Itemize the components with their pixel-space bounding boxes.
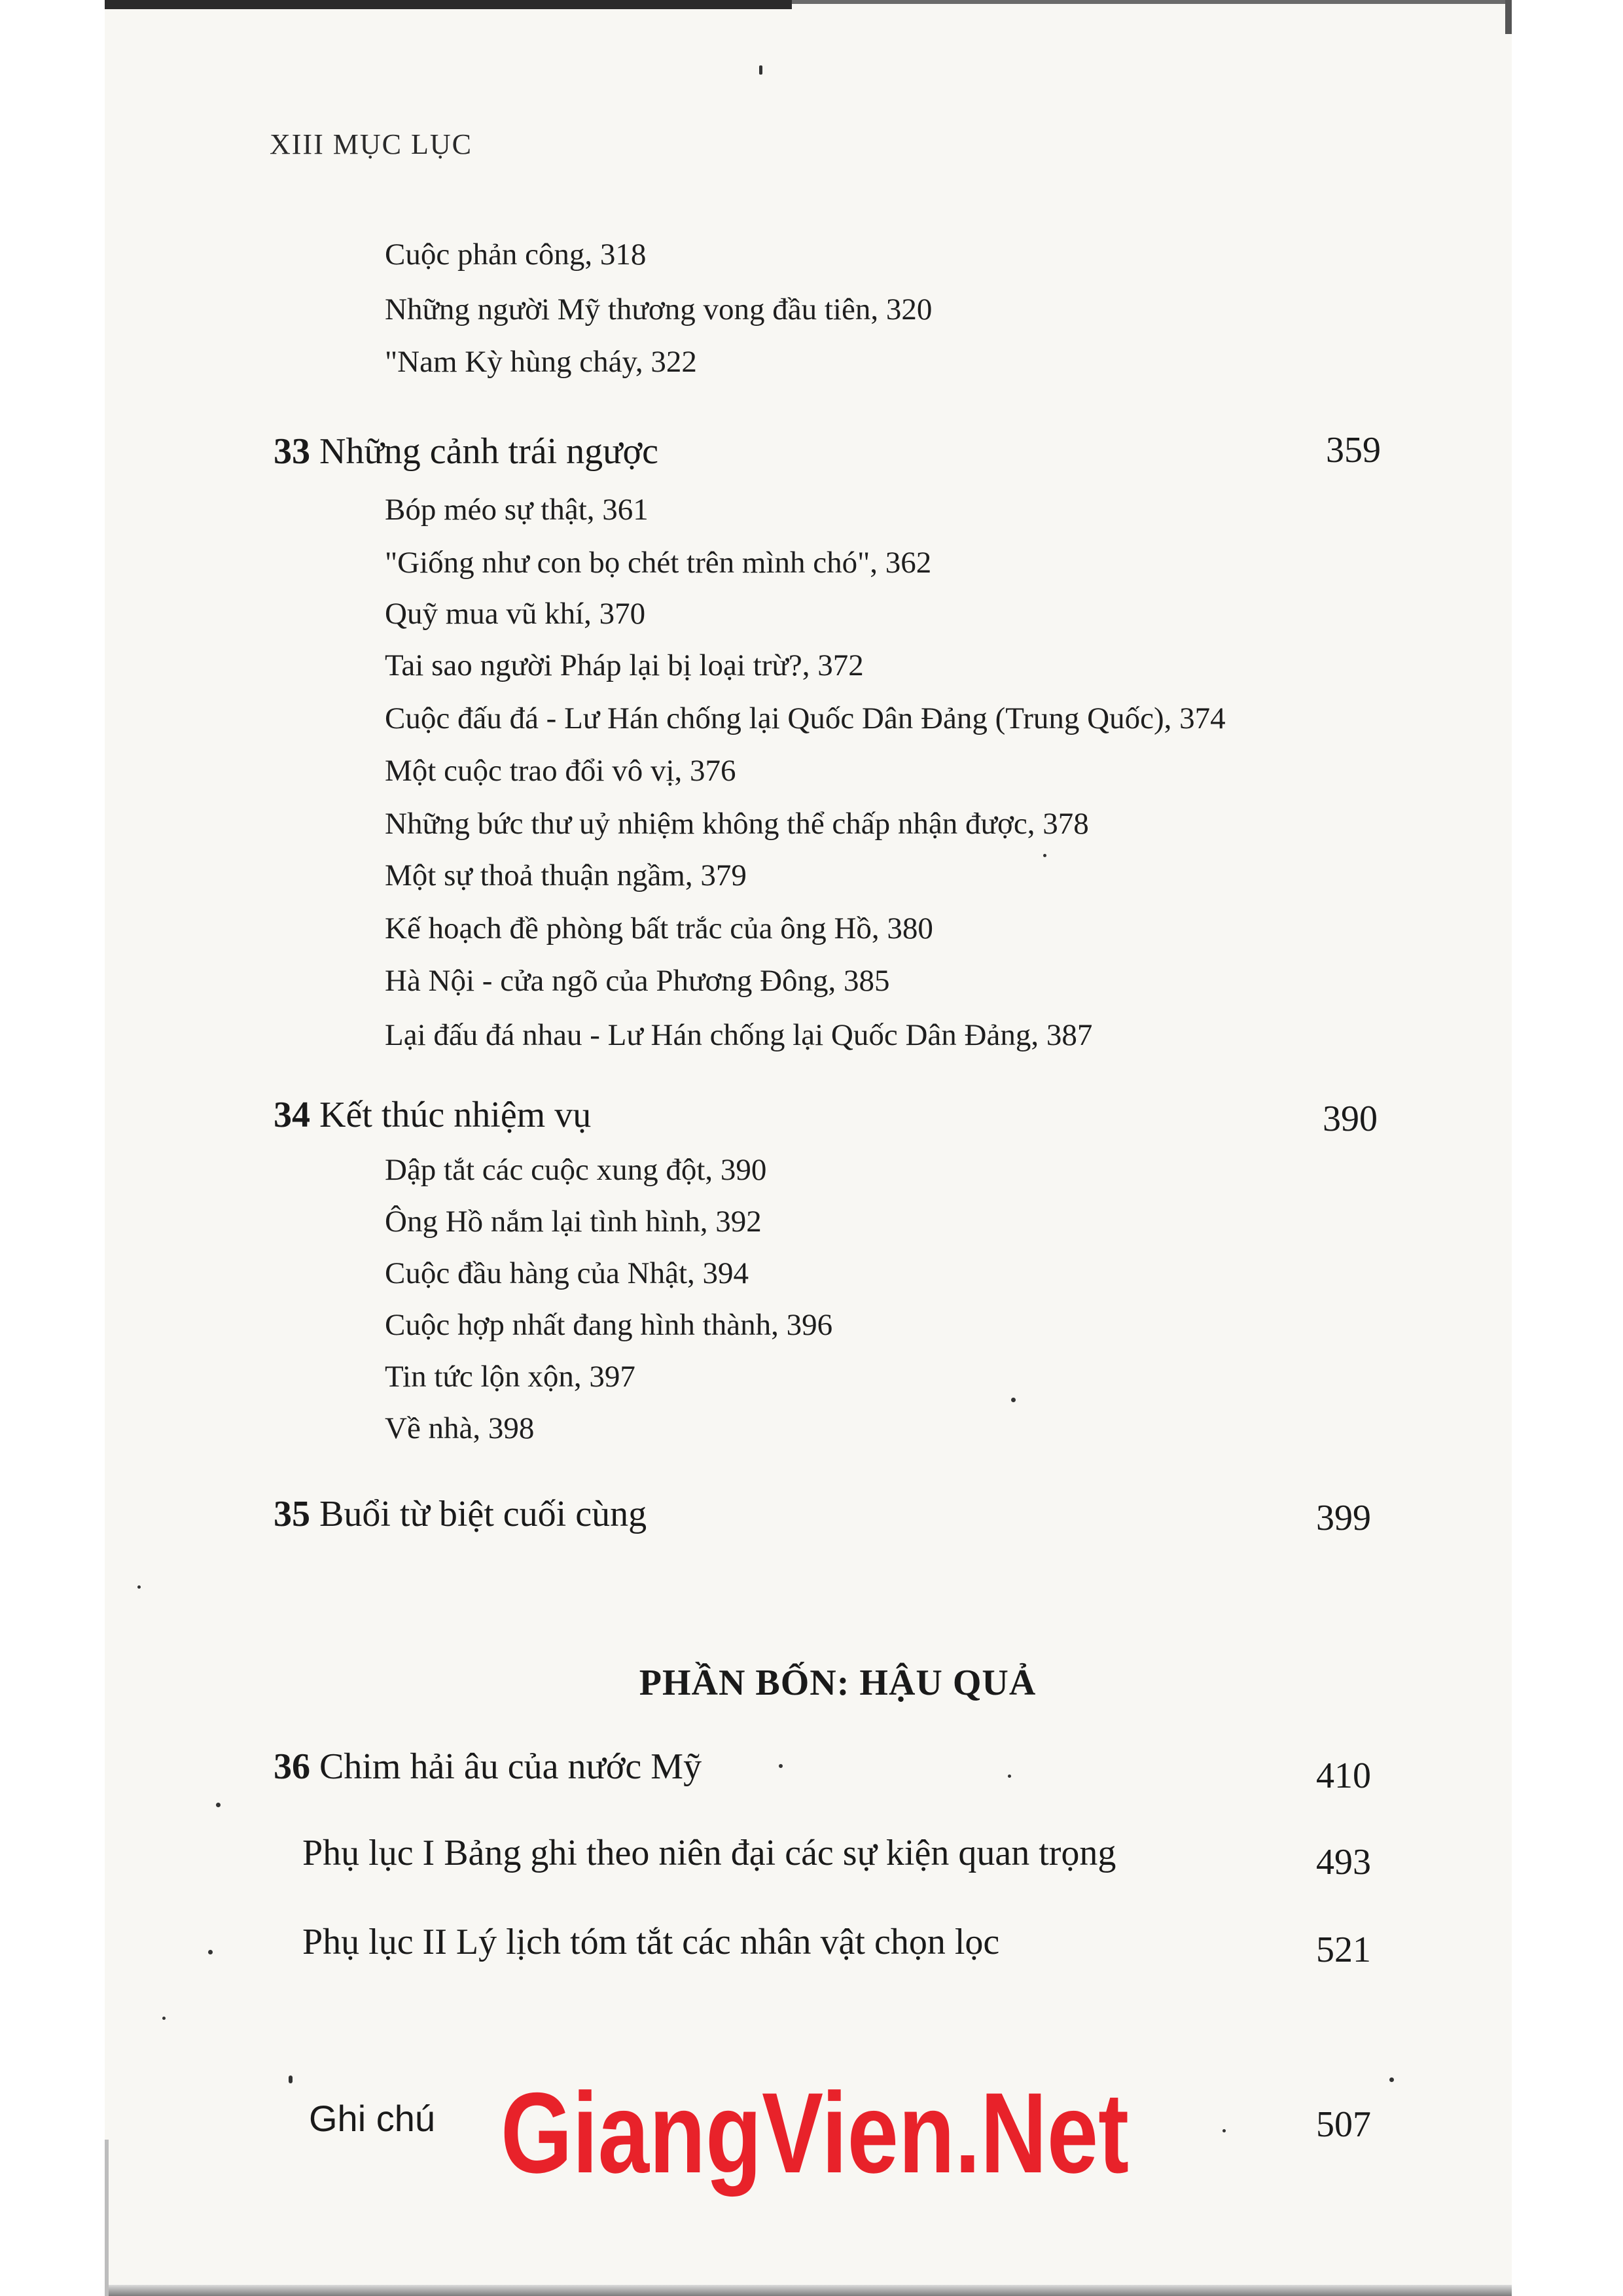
toc-subentry: Những người Mỹ thương vong đầu tiên, 320 bbox=[385, 292, 933, 327]
page-top-edge-shadow bbox=[792, 0, 1512, 4]
toc-subentry: "Giống như con bọ chét trên mình chó", 362 bbox=[385, 546, 932, 580]
toc-subentry: Lại đấu đá nhau - Lư Hán chống lại Quốc Dân Đảng, 387 bbox=[385, 1018, 1093, 1052]
scan-speck bbox=[759, 65, 762, 75]
toc-subentry: Cuộc phản công, 318 bbox=[385, 238, 647, 272]
toc-chapter-35 bbox=[274, 1493, 647, 1535]
toc-notes: Ghi chú bbox=[309, 2098, 435, 2139]
scan-speck bbox=[216, 1803, 221, 1807]
chapter-page-number: 399 bbox=[1316, 1498, 1371, 1538]
chapter-page-number: 359 bbox=[1326, 430, 1381, 470]
toc-subentry: Cuộc hợp nhất đang hình thành, 396 bbox=[385, 1308, 833, 1342]
toc-subentry: "Nam Kỳ hùng cháy, 322 bbox=[385, 345, 697, 379]
scan-speck bbox=[1008, 1775, 1011, 1778]
part-heading: PHẦN BỐN: HẬU QUẢ bbox=[639, 1663, 1037, 1703]
toc-subentry: Bóp méo sự thật, 361 bbox=[385, 493, 649, 527]
scan-speck bbox=[1222, 2129, 1226, 2132]
watermark-text: GiangVien.Net bbox=[501, 2070, 1129, 2197]
toc-subentry: Một sự thoả thuận ngầm, 379 bbox=[385, 858, 747, 892]
toc-chapter-33 bbox=[274, 431, 658, 472]
toc-subentry: Dập tắt các cuộc xung đột, 390 bbox=[385, 1153, 767, 1187]
chapter-number: 34 bbox=[274, 1095, 310, 1135]
toc-appendix-1: Phụ lục I Bảng ghi theo niên đại các sự kiện quan trọng bbox=[302, 1833, 1116, 1873]
scan-speck bbox=[1043, 854, 1046, 857]
page-bottom-edge bbox=[105, 2285, 1512, 2296]
toc-subentry: Tin tức lộn xộn, 397 bbox=[385, 1360, 635, 1394]
scan-speck bbox=[779, 1764, 783, 1768]
chapter-number: 36 bbox=[274, 1746, 310, 1787]
scan-speck bbox=[1389, 2077, 1394, 2082]
running-head: XIII MỤC LỤC bbox=[270, 128, 473, 160]
page-left-edge-shadow bbox=[105, 2140, 109, 2296]
page-right-edge-mark bbox=[1505, 0, 1512, 34]
appendix-page-number: 493 bbox=[1316, 1842, 1371, 1882]
toc-subentry: Ông Hồ nắm lại tình hình, 392 bbox=[385, 1205, 762, 1239]
toc-subentry: Hà Nội - cửa ngõ của Phương Đông, 385 bbox=[385, 964, 890, 998]
watermark-logo bbox=[494, 2068, 1135, 2197]
chapter-title: Buổi từ biệt cuối cùng bbox=[319, 1494, 647, 1534]
toc-subentry: Những bức thư uỷ nhiệm không thể chấp nhận được, 378 bbox=[385, 807, 1089, 841]
toc-subentry: Cuộc đầu hàng của Nhật, 394 bbox=[385, 1256, 749, 1290]
notes-page-number: 507 bbox=[1316, 2104, 1371, 2145]
toc-subentry: Về nhà, 398 bbox=[385, 1411, 535, 1445]
chapter-title: Chim hải âu của nước Mỹ bbox=[319, 1746, 702, 1787]
scan-speck bbox=[1011, 1398, 1016, 1402]
scan-speck bbox=[162, 2017, 166, 2020]
toc-subentry: Một cuộc trao đổi vô vị, 376 bbox=[385, 754, 736, 788]
chapter-title: Những cảnh trái ngược bbox=[319, 431, 658, 472]
chapter-number: 33 bbox=[274, 431, 310, 472]
chapter-page-number: 410 bbox=[1316, 1756, 1371, 1796]
toc-subentry: Quỹ mua vũ khí, 370 bbox=[385, 597, 646, 631]
chapter-title: Kết thúc nhiệm vụ bbox=[319, 1095, 592, 1135]
scan-speck bbox=[208, 1950, 213, 1954]
scan-speck bbox=[137, 1585, 141, 1589]
toc-appendix-2: Phụ lục II Lý lịch tóm tắt các nhân vật chọn lọc bbox=[302, 1922, 1000, 1962]
toc-chapter-34 bbox=[274, 1094, 591, 1136]
chapter-page-number: 390 bbox=[1323, 1099, 1378, 1139]
scan-speck bbox=[289, 2075, 293, 2083]
page-top-edge bbox=[105, 0, 792, 9]
chapter-number: 35 bbox=[274, 1494, 310, 1534]
appendix-page-number: 521 bbox=[1316, 1930, 1371, 1970]
toc-chapter-36 bbox=[274, 1746, 702, 1788]
toc-subentry: Tai sao người Pháp lại bị loại trừ?, 372 bbox=[385, 648, 864, 682]
toc-subentry: Cuộc đấu đá - Lư Hán chống lại Quốc Dân Đảng (Trung Quốc), 374 bbox=[385, 701, 1226, 735]
toc-subentry: Kế hoạch đề phòng bất trắc của ông Hồ, 380 bbox=[385, 911, 933, 945]
